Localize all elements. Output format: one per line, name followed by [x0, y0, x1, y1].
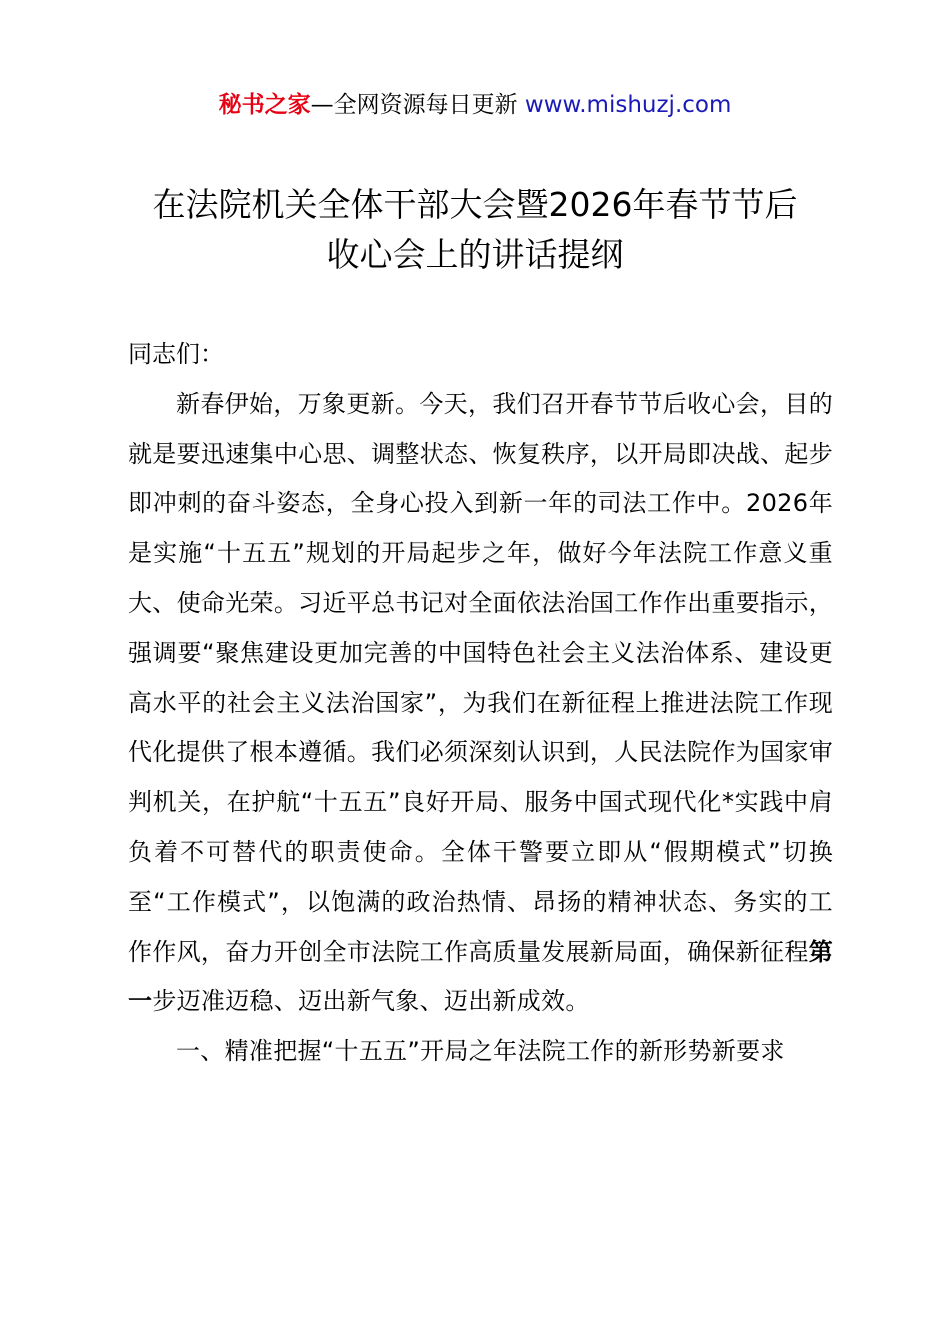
salutation: 同志们：	[128, 340, 224, 368]
document-body	[128, 330, 833, 1077]
site-tagline: —全网资源每日更新	[310, 92, 518, 118]
document-title-line-2: 收心会上的讲话提纲	[326, 235, 624, 274]
opening-paragraph-text: 新春伊始，万象更新。今天，我们召开春节节后收心会，目的就是要迅速集中心思、调整状态、恢复秩序，以开局即决战、起步即冲刺的奋斗姿态，全身心投入到新一年的司法工作中。2026年是实施“十五五”规划的开局起步之年，做好今年法院工作意义重大、使命光荣。习近平总书记对全面依法治国工作作出重要指示，强调要“聚焦建设更加完善的中国特色社会主义法治体系、建设更高水平的社会主义法治国家”，为我们在新征程上推进法院工作现代化提供了根本遵循。我们必须深刻认识到，人民法院作为国家审判机关，在护航“十五五”良好开局、服务中国式现代化*实践中肩负着不可替代的职责使命。全体干警要立即从“假期模式”切换至“工作模式”，以饱满的政治热情、昂扬的精神状态、务实的工作作风，奋力开创全市法院工作高质量发展新局面，确保新征程	[128, 389, 833, 966]
site-brand: 秘书之家	[218, 92, 311, 118]
site-url-link[interactable]: www.mishuzj.com	[524, 92, 732, 118]
opening-paragraph	[128, 380, 833, 1027]
opening-paragraph-ending: 步迈准迈稳、迈出新气象、迈出新成效。	[152, 987, 590, 1016]
document-title	[95, 180, 855, 280]
document-title-line-1: 在法院机关全体干部大会暨2026年春节节后	[152, 185, 798, 224]
site-header	[0, 88, 950, 122]
section-heading-1: 一、精准把握“十五五”开局之年法院工作的新形势新要求	[176, 1037, 785, 1066]
opening-paragraph-bold-text: 第一	[128, 937, 833, 1016]
